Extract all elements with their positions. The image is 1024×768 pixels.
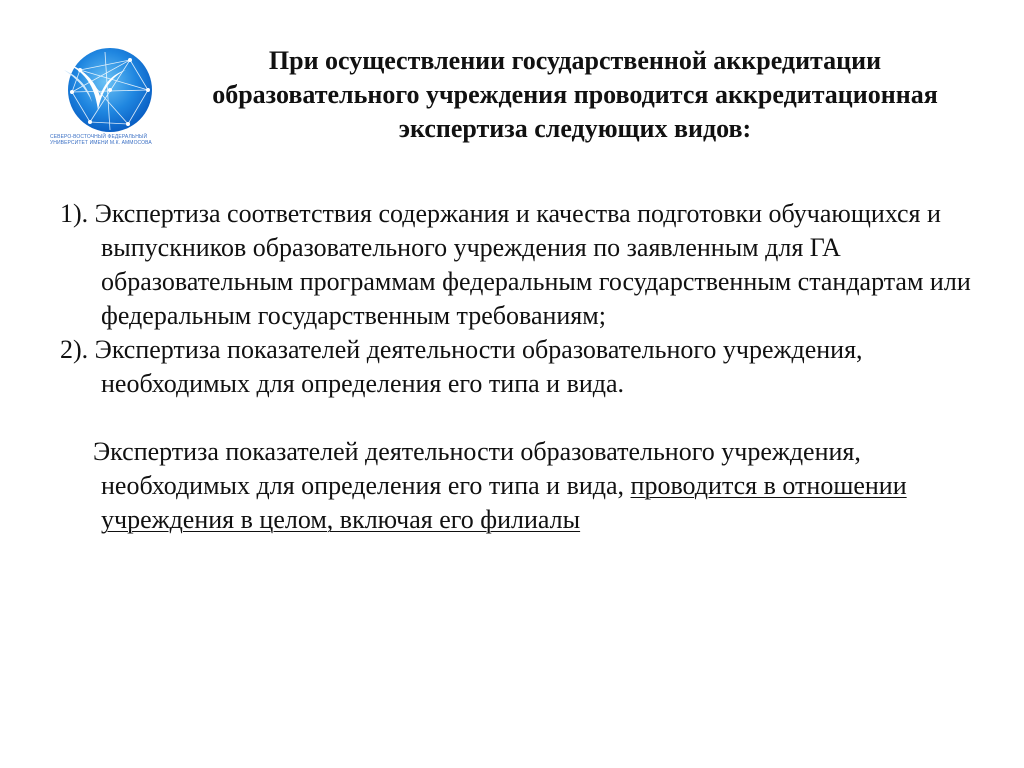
slide-body bbox=[60, 197, 980, 537]
note-text: Экспертиза показателей деятельности образовательного учреждения, необходимых для определения его типа и вида, bbox=[93, 437, 861, 500]
note-paragraph bbox=[60, 435, 980, 537]
logo-caption-line2: УНИВЕРСИТЕТ ИМЕНИ М.К. АММОСОВА bbox=[50, 140, 152, 146]
logo-caption bbox=[50, 134, 162, 146]
slide-title: При осуществлении государственной аккредитации образовательного учреждения проводится аккредитационная экспертиза следующих видов: bbox=[212, 46, 938, 143]
list-item-2: 2). Экспертиза показателей деятельности образовательного учреждения, необходимых для определения его типа и вида. bbox=[60, 335, 863, 398]
list-item-1: 1). Экспертиза соответствия содержания и качества подготовки обучающихся и выпускников образовательного учреждения по заявленным для ГА образовательным программам федеральным государственным стандартам или федеральным государственным требованиям; bbox=[60, 199, 971, 330]
logo-caption-line1: СЕВЕРО-ВОСТОЧНЫЙ ФЕДЕРАЛЬНЫЙ bbox=[50, 134, 148, 140]
note-underlined-text: проводится в отношении учреждения в целом, включая его филиалы bbox=[101, 471, 907, 534]
